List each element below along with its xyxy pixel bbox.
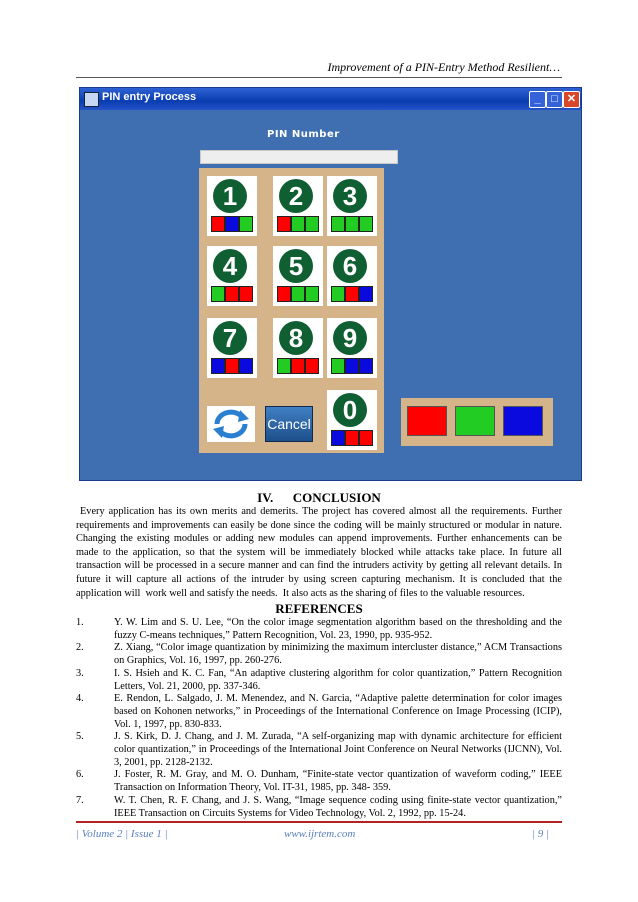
key-0[interactable] bbox=[327, 390, 377, 450]
green-swatch bbox=[277, 358, 291, 374]
green-swatch bbox=[345, 216, 359, 232]
key-7[interactable] bbox=[207, 318, 257, 378]
pin-number-label: PIN Number bbox=[267, 129, 340, 140]
key-color-strip bbox=[277, 286, 319, 302]
key-digit: 7 bbox=[213, 321, 247, 355]
refresh-icon bbox=[207, 406, 255, 442]
key-color-strip bbox=[211, 358, 253, 374]
red-color-button[interactable] bbox=[407, 406, 447, 436]
key-8[interactable] bbox=[273, 318, 323, 378]
green-swatch bbox=[359, 216, 373, 232]
blue-swatch bbox=[359, 286, 373, 302]
window-titlebar[interactable] bbox=[80, 88, 581, 110]
conclusion-heading: IV. CONCLUSION bbox=[257, 490, 381, 505]
blue-swatch bbox=[345, 358, 359, 374]
running-header: Improvement of a PIN-Entry Method Resilient… bbox=[327, 60, 560, 74]
blue-swatch bbox=[239, 358, 253, 374]
reference-number: 3. bbox=[76, 667, 84, 679]
blue-swatch bbox=[359, 358, 373, 374]
footer-page-number: | 9 | bbox=[532, 828, 550, 840]
key-5[interactable] bbox=[273, 246, 323, 306]
green-swatch bbox=[331, 358, 345, 374]
pin-entry-window bbox=[79, 87, 582, 481]
key-color-strip bbox=[331, 430, 373, 446]
key-digit: 1 bbox=[213, 179, 247, 213]
green-color-button[interactable] bbox=[455, 406, 495, 436]
blue-swatch bbox=[225, 216, 239, 232]
key-3[interactable] bbox=[327, 176, 377, 236]
key-1[interactable] bbox=[207, 176, 257, 236]
reference-text: I. S. Hsieh and K. C. Fan, “An adaptive clustering algorithm for color quantization,” Pattern Recognition Letters, Vol. 21, 2000, pp. 337-346. bbox=[114, 667, 562, 692]
key-color-strip bbox=[211, 216, 253, 232]
references-heading: REFERENCES bbox=[275, 601, 363, 616]
key-digit: 6 bbox=[333, 249, 367, 283]
blue-swatch bbox=[211, 358, 225, 374]
reference-number: 1. bbox=[76, 617, 84, 628]
key-9[interactable] bbox=[327, 318, 377, 378]
key-6[interactable] bbox=[327, 246, 377, 306]
key-digit: 2 bbox=[279, 179, 313, 213]
pin-number-field[interactable] bbox=[200, 150, 398, 164]
reference-item bbox=[76, 642, 562, 667]
keypad bbox=[199, 168, 384, 453]
green-swatch bbox=[211, 286, 225, 302]
green-swatch bbox=[291, 286, 305, 302]
reference-text: J. Foster, R. M. Gray, and M. O. Dunham, “Finite-state vector quantization of waveform coding,” IEEE Transaction on Information Theory, Vol. IT-31, 1985, pp. 348- 359. bbox=[114, 769, 562, 794]
red-swatch bbox=[225, 286, 239, 302]
close-button[interactable]: ✕ bbox=[563, 91, 580, 108]
red-swatch bbox=[291, 358, 305, 374]
reference-item bbox=[76, 795, 562, 820]
key-digit: 4 bbox=[213, 249, 247, 283]
reference-number: 6. bbox=[76, 769, 84, 781]
reference-text: J. S. Kirk, D. J. Chang, and J. M. Zurada, “A self-organizing map with dynamic architecture for efficient color quantization,” in Proceedings of the International Joint Conference on Neural Networks (IJCNN), Vol. 3, 2001, pp. 2128-2132. bbox=[114, 731, 562, 768]
green-swatch bbox=[305, 286, 319, 302]
red-swatch bbox=[305, 358, 319, 374]
reference-item bbox=[76, 617, 562, 642]
key-2[interactable] bbox=[273, 176, 323, 236]
key-digit: 9 bbox=[333, 321, 367, 355]
key-color-strip bbox=[277, 358, 319, 374]
red-swatch bbox=[345, 286, 359, 302]
reference-number: 2. bbox=[76, 642, 84, 654]
key-color-strip bbox=[211, 286, 253, 302]
refresh-button[interactable] bbox=[207, 406, 255, 442]
blue-color-button[interactable] bbox=[503, 406, 543, 436]
footer-rule bbox=[76, 821, 562, 823]
footer-url[interactable]: www.ijrtem.com bbox=[284, 828, 356, 840]
red-swatch bbox=[277, 216, 291, 232]
red-swatch bbox=[211, 216, 225, 232]
references-list bbox=[76, 617, 562, 820]
reference-item bbox=[76, 668, 562, 693]
key-digit: 3 bbox=[333, 179, 367, 213]
key-color-strip bbox=[331, 358, 373, 374]
key-digit: 5 bbox=[279, 249, 313, 283]
reference-item bbox=[76, 769, 562, 794]
reference-text: E. Rendon, L. Salgado, J. M. Menendez, and N. Garcia, “Adaptive palette determination for color images based on Kohonen networks,” in Proceedings of the International Conference on Image Processing (ICIP), Vol. 1, 1997, pp. 830-833. bbox=[114, 693, 562, 730]
conclusion-paragraph: Every application has its own merits and demerits. The project has covered almost all the requirements. Further requirements and improvements can easily be done since the coding will be mainly structured or modular in nature. Changing the existing modules or adding new modules can append improvements. Further enhancements can be made to the application, so that the system will be immediately blocked while attacks take place. In future all transaction will be processed in a secure manner and can find the intruders activity by getting all relevant details. In future it will capture all actions of the intruder by using screen capturing mechanism. It is concluded that the application will work well and satisfy the needs. It also acts as the sharing of files to the valuable resources. bbox=[76, 506, 565, 599]
color-selection-panel bbox=[401, 398, 553, 446]
key-digit: 0 bbox=[333, 393, 367, 427]
blue-swatch bbox=[331, 430, 345, 446]
window-title: PIN entry Process bbox=[102, 91, 197, 103]
footer-volume: | Volume 2 | Issue 1 | bbox=[76, 828, 168, 840]
red-swatch bbox=[359, 430, 373, 446]
red-swatch bbox=[239, 286, 253, 302]
reference-number: 5. bbox=[76, 731, 84, 743]
header-rule bbox=[76, 77, 562, 78]
reference-item bbox=[76, 693, 562, 731]
reference-item bbox=[76, 731, 562, 769]
red-swatch bbox=[277, 286, 291, 302]
app-icon bbox=[84, 92, 99, 107]
cancel-button[interactable]: Cancel bbox=[265, 406, 313, 442]
red-swatch bbox=[225, 358, 239, 374]
key-color-strip bbox=[331, 286, 373, 302]
reference-number: 7. bbox=[76, 794, 84, 806]
key-digit: 8 bbox=[279, 321, 313, 355]
reference-text: W. T. Chen, R. F. Chang, and J. S. Wang, “Image sequence coding using finite-state vector quantization,” IEEE Transaction on Circuits Systems for Video Technology, Vol. 2, 1992, pp. 15-24. bbox=[114, 794, 562, 819]
key-color-strip bbox=[277, 216, 319, 232]
reference-text: Z. Xiang, “Color image quantization by minimizing the maximum intercluster distance,” ACM Transactions on Graphics, Vol. 16, 1997, pp. 260-276. bbox=[114, 642, 562, 667]
reference-text: Y. W. Lim and S. U. Lee, “On the color image segmentation algorithm based on the thresholding and the fuzzy C-means techniques,” Pattern Recognition, Vol. 23, 1990, pp. 935-952. bbox=[114, 617, 562, 641]
green-swatch bbox=[305, 216, 319, 232]
red-swatch bbox=[345, 430, 359, 446]
green-swatch bbox=[239, 216, 253, 232]
reference-number: 4. bbox=[76, 693, 84, 705]
key-color-strip bbox=[331, 216, 373, 232]
green-swatch bbox=[291, 216, 305, 232]
key-4[interactable] bbox=[207, 246, 257, 306]
maximize-button[interactable]: □ bbox=[546, 91, 563, 108]
green-swatch bbox=[331, 216, 345, 232]
green-swatch bbox=[331, 286, 345, 302]
minimize-button[interactable]: _ bbox=[529, 91, 546, 108]
